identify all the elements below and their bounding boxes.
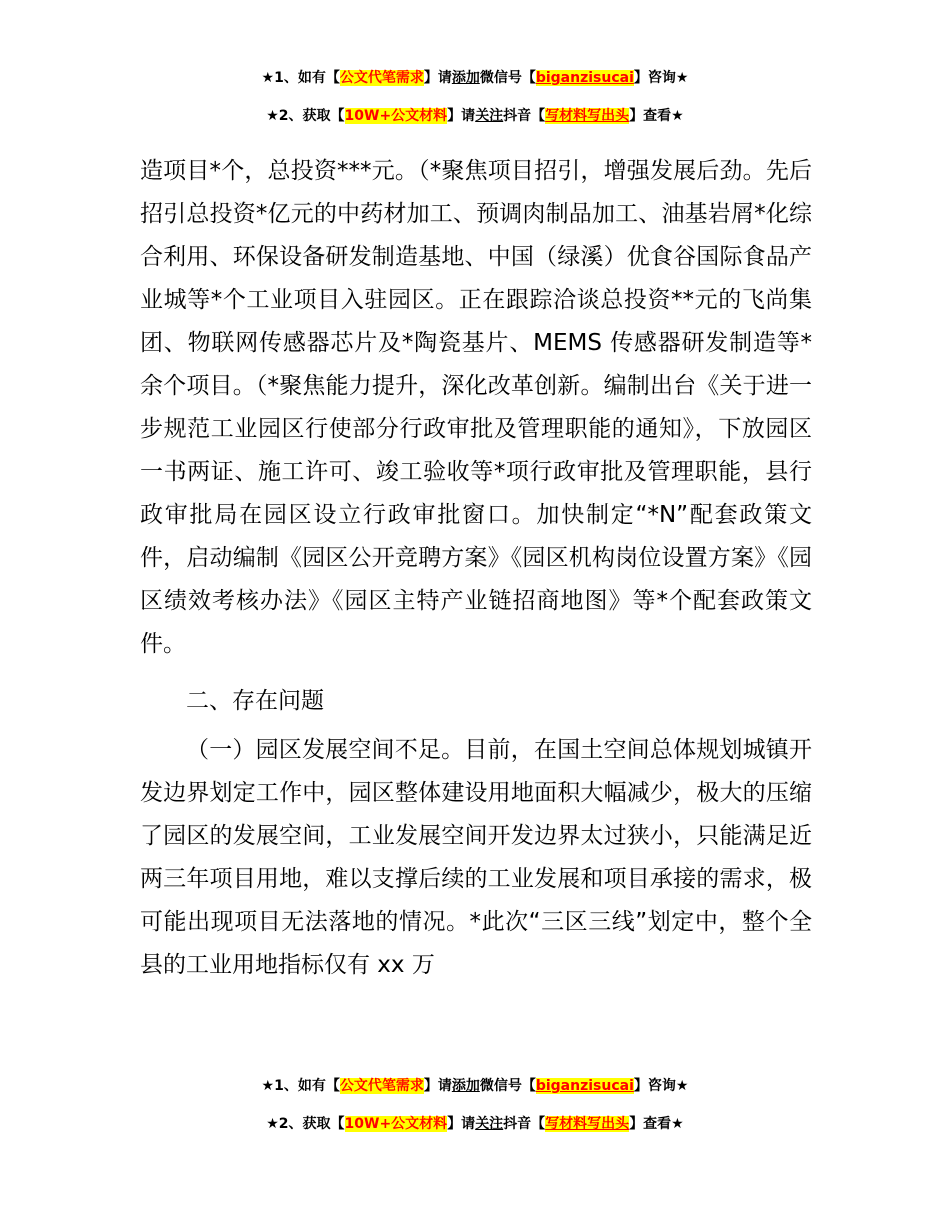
promo-banner-bottom-line1 (0, 1076, 950, 1096)
banner-text: 微信号【 (479, 1078, 536, 1094)
section-heading-problems: 二、存在问题 (186, 688, 324, 714)
banner-text: 】请 (423, 70, 452, 86)
banner-text: 】请 (423, 1078, 452, 1094)
banner-text: ★2、获取【 (266, 1116, 345, 1132)
banner-emphasis: 添加 (451, 1078, 480, 1094)
banner-text: 抖音【 (503, 1116, 546, 1132)
banner-text: 微信号【 (479, 70, 536, 86)
douyin-account: 写材料写出头 (545, 1116, 630, 1132)
banner-emphasis: 关注 (475, 108, 504, 124)
banner-text: 】咨询★ (633, 1078, 689, 1094)
banner-highlight: 公文代笔需求 (339, 70, 424, 86)
banner-text: ★1、如有【 (261, 1078, 340, 1094)
banner-text: 】查看★ (629, 108, 684, 124)
douyin-account: 写材料写出头 (545, 108, 630, 124)
banner-highlight: 10W+公文材料 (344, 1116, 448, 1132)
banner-text: ★2、获取【 (266, 108, 345, 124)
promo-banner-top-line1 (0, 68, 950, 88)
promo-banner-bottom-line2 (0, 1114, 950, 1134)
banner-text: ★1、如有【 (261, 70, 340, 86)
banner-text: 】咨询★ (633, 70, 689, 86)
banner-emphasis: 关注 (475, 1116, 504, 1132)
banner-text: 抖音【 (503, 108, 546, 124)
banner-highlight: 10W+公文材料 (344, 108, 448, 124)
wechat-id: biganzisucai (535, 1078, 634, 1094)
banner-highlight: 公文代笔需求 (339, 1078, 424, 1094)
promo-banner-top-line2 (0, 106, 950, 126)
paragraph-project-summary: 造项目*个，总投资***元。（*聚焦项目招引，增强发展后劲。先后招引总投资*亿元的中药材加工、预调肉制品加工、油基岩屑*化综合利用、环保设备研发制造基地、中国（绿溪）优食谷国际食品产业城等*个工业项目入驻园区。正在跟踪洽谈总投资**元的飞尚集团、物联网传感器芯片及*陶瓷基片、MEMS 传感器研发制造等*余个项目。（*聚焦能力提升，深化改革创新。编制出台《关于进一步规范工业园区行使部分行政审批及管理职能的通知》，下放园区一书两证、施工许可、竣工验收等*项行政审批及管理职能，县行政审批局在园区设立行政审批窗口。加快制定“*N”配套政策文件，启动编制《园区公开竞聘方案》《园区机构岗位设置方案》《园区绩效考核办法》《园区主特产业链招商地图》等*个配套政策文件。 (140, 158, 812, 657)
banner-text: 】请 (447, 108, 476, 124)
paragraph-space-shortage: （一）园区发展空间不足。目前，在国土空间总体规划城镇开发边界划定工作中，园区整体建设用地面积大幅减少，极大的压缩了园区的发展空间，工业发展空间开发边界太过狭小，只能满足近两三年项目用地，难以支撑后续的工业发展和项目承接的需求，极可能出现项目无法落地的情况。*此次“三区三线”划定中，整个全县的工业用地指标仅有 xx 万 (140, 737, 812, 978)
banner-emphasis: 添加 (451, 70, 480, 86)
banner-text: 】查看★ (629, 1116, 684, 1132)
document-body (140, 150, 812, 987)
banner-text: 】请 (447, 1116, 476, 1132)
wechat-id: biganzisucai (535, 70, 634, 86)
